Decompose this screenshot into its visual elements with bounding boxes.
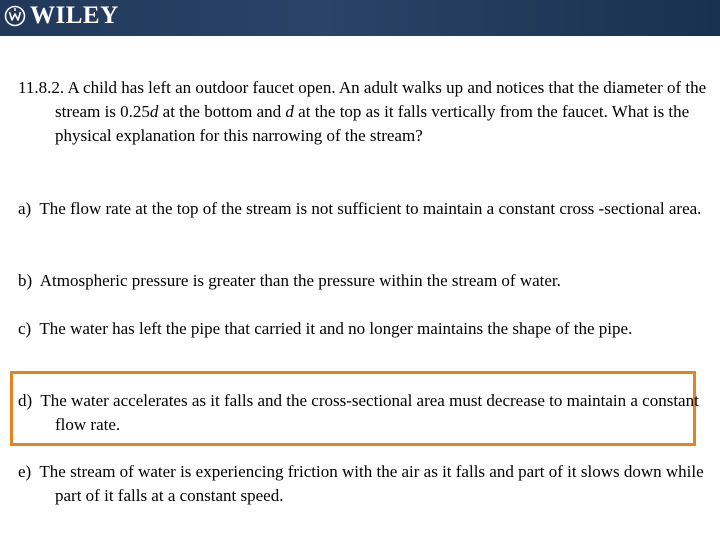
question-text [18,76,708,148]
option-text: The water has left the pipe that carried it and no longer maintains the shape of the pipe. [39,319,633,338]
option-b[interactable] [18,269,708,293]
option-c[interactable] [18,317,708,341]
question-text-mid: at the bottom and [158,102,286,121]
question-var-d1: d [149,102,159,121]
option-letter: e) [18,462,32,481]
option-a[interactable] [18,197,708,221]
logo-text: WILEY [30,2,119,29]
question-var-d2: d [285,102,294,121]
option-letter: b) [18,271,33,290]
option-letter: d) [18,391,33,410]
option-text: The flow rate at the top of the stream is not sufficient to maintain a constant cross -sectional area. [39,199,702,218]
option-text: The water accelerates as it falls and the cross-sectional area must decrease to maintain a constant flow rate. [40,391,699,434]
option-text: The stream of water is experiencing friction with the air as it falls and part of it slows down while part of it falls at a constant speed. [39,462,704,505]
question-number: 11.8.2. [18,78,65,97]
option-letter: c) [18,319,32,338]
option-d[interactable] [18,389,708,437]
wiley-emblem-icon [4,5,26,27]
option-text: Atmospheric pressure is greater than the pressure within the stream of water. [39,271,561,290]
option-e[interactable] [18,460,708,508]
wiley-logo [4,3,119,29]
question [18,76,708,148]
question-text-after: at the top as it falls vertically from the faucet. What is the physical explanation for this narrowing of the stream? [55,102,690,145]
question-text-before: A child has left an outdoor faucet open. An adult walks up and notices that the diameter of the stream is 0.25 [55,78,707,121]
option-letter: a) [18,199,32,218]
header-bar [0,0,720,36]
